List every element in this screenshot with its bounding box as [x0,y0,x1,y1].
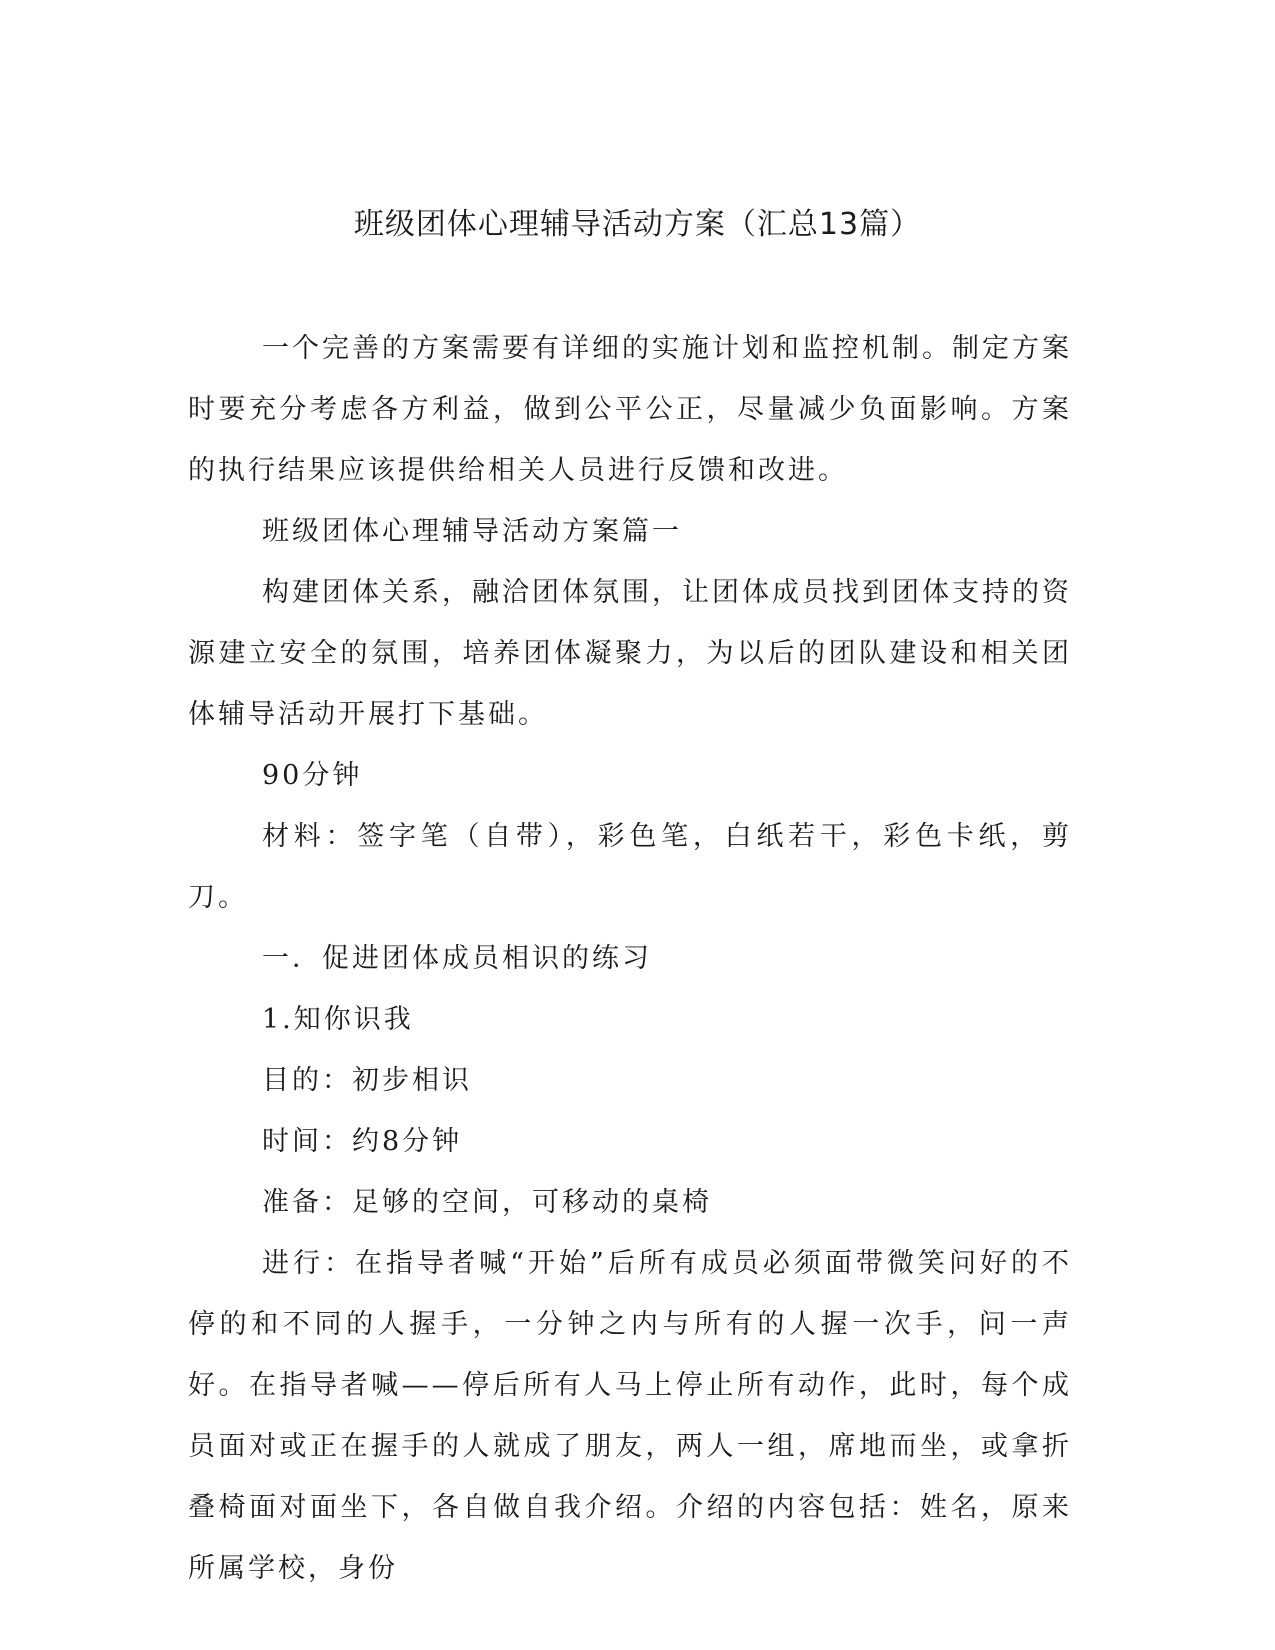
paragraph-duration: 90分钟 [262,760,363,791]
subheading-activity-1: 1.知你识我 [262,1004,414,1035]
document-body [188,318,1072,1599]
document-title: 班级团体心理辅导活动方案（汇总13篇） [353,207,922,242]
paragraph-time: 时间：约8分钟 [262,1126,463,1157]
section-heading-part-one: 班级团体心理辅导活动方案篇一 [262,516,682,547]
paragraph-intro: 一个完善的方案需要有详细的实施计划和监控机制。制定方案时要充分考虑各方利益，做到公平公正，尽量减少负面影响。方案的执行结果应该提供给相关人员进行反馈和改进。 [188,333,1072,486]
section-heading-exercise: 一．促进团体成员相识的练习 [262,943,652,974]
paragraph-procedure: 进行：在指导者喊“开始”后所有成员必须面带微笑问好的不停的和不同的人握手，一分钟之内与所有的人握一次手，问一声好。在指导者喊——停后所有人马上停止所有动作，此时，每个成员面对或正在握手的人就成了朋友，两人一组，席地而坐，或拿折叠椅面对面坐下，各自做自我介绍。介绍的内容包括：姓名，原来所属学校，身份 [188,1248,1072,1584]
paragraph-preparation: 准备：足够的空间，可移动的桌椅 [262,1187,712,1218]
paragraph-materials: 材料：签字笔（自带），彩色笔，白纸若干，彩色卡纸，剪刀。 [188,821,1072,913]
paragraph-goal: 构建团体关系，融洽团体氛围，让团体成员找到团体支持的资源建立安全的氛围，培养团体凝聚力，为以后的团队建设和相关团体辅导活动开展打下基础。 [188,577,1072,730]
paragraph-purpose: 目的：初步相识 [262,1065,472,1096]
